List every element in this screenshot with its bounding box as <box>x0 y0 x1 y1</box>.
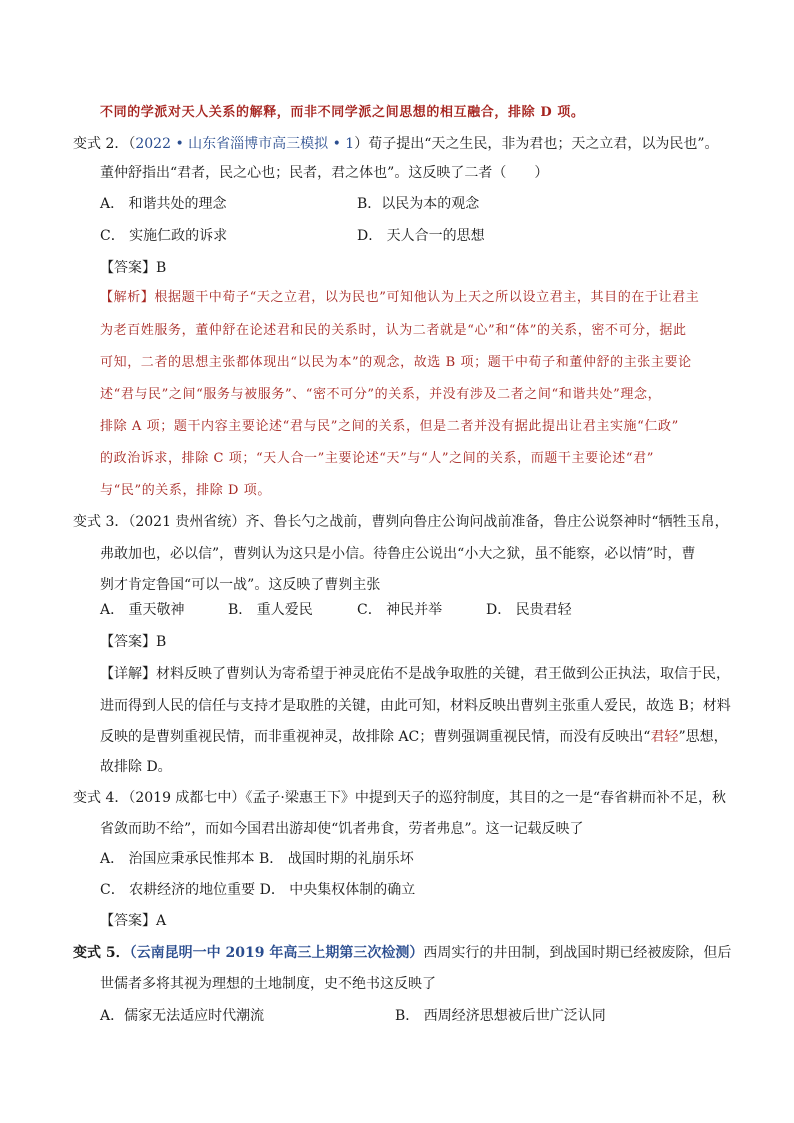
question-2-option-b: B．以民为本的观念 <box>357 196 480 212</box>
question-4-stem-line-2: 省敛而助不给”，而如今国君出游却使“饥者弗食，劳者弗息”。这一记载反映了 <box>100 821 584 837</box>
question-5-option-a: A．儒家无法适应时代潮流 <box>100 1008 265 1024</box>
question-2-stem-text: ）荀子提出“天之生民，非为君也；天之立君，以为民也”。 <box>354 136 719 152</box>
question-2-option-c: C． 实施仁政的诉求 <box>100 228 228 244</box>
question-5-stem-line-1 <box>73 943 731 963</box>
question-2-stem-line-1 <box>73 134 719 154</box>
question-2-stem-line-2: 董仲舒指出“君者，民之心也；民者，君之体也”。这反映了二者（ ） <box>100 165 549 181</box>
question-5-option-b: B． 西周经济思想被后世广泛认同 <box>395 1008 606 1024</box>
question-2-explanation-line-6: 的政治诉求，排除 C 项；“天人合一”主要论述“天”与“人”之间的关系，而题干主要论述“君” <box>100 451 654 466</box>
question-5-label: 变式 5． <box>73 945 130 961</box>
question-3-answer: 【答案】B <box>100 634 167 650</box>
question-3-option-c: C． 神民并举 <box>357 602 443 618</box>
question-2-explanation-line-5: 排除 A 项；题干内容主要论述“君与民”之间的关系，但是二者并没有据此提出让君主实施“仁政” <box>100 419 679 434</box>
question-3-detail-line-4: 故排除 D。 <box>100 759 172 775</box>
question-3-option-b: B． 重人爱民 <box>228 602 313 618</box>
question-3-highlight: 君轻 <box>650 729 679 745</box>
question-5-source: （云南昆明一中 2019 年高三上期第三次检测） <box>129 945 424 961</box>
question-5-stem-text: 西周实行的井田制，到战国时期已经被废除，但后 <box>423 945 732 961</box>
question-3-detail-line-2: 进而得到人民的信任与支持才是取胜的关键，由此可知，材料反映出曹刿主张重人爱民，故选 B；材料 <box>100 698 731 714</box>
question-3-option-d: D． 民贵君轻 <box>486 602 572 618</box>
question-4-options-cd: C． 农耕经济的地位重要 D． 中央集权体制的确立 <box>100 882 416 898</box>
question-3-stem-line-3: 刿才肯定鲁国“可以一战”。这反映了曹刿主张 <box>100 577 381 593</box>
question-3-stem-line-1: 变式 3．（2021 贵州省统）齐、鲁长勺之战前，曹刿向鲁庄公询问战前准备，鲁庄公说祭神时“牺牲玉帛， <box>73 514 729 530</box>
question-3-detail-line-3 <box>100 727 728 747</box>
question-3-detail-text: 反映的是曹刿重视民情，而非重视神灵，故排除 AC；曹刿强调重视民情，而没有反映出“ <box>100 729 651 745</box>
question-3-detail-tail: ”思想， <box>678 729 728 745</box>
question-2-source: 2022 • 山东省淄博市高三模拟 • 1 <box>135 136 355 152</box>
question-2-explanation-line-2: 为老百姓服务，董仲舒在论述君和民的关系时，认为二者就是“心”和“体”的关系，密不可分，据此 <box>100 323 687 338</box>
question-3-option-a: A． 重天敬神 <box>100 602 185 618</box>
question-2-explanation-line-1: 【解析】根据题干中荀子“天之立君，以为民也”可知他认为上天之所以设立君主，其目的在于让君主 <box>100 290 700 305</box>
question-2-label: 变式 2．（ <box>73 136 136 152</box>
question-4-answer: 【答案】A <box>100 913 167 929</box>
question-4-options-ab: A． 治国应秉承民惟邦本 B． 战国时期的礼崩乐坏 <box>100 851 414 867</box>
question-2-option-d: D． 天人合一的思想 <box>357 228 485 244</box>
question-5-stem-line-2: 世儒者多将其视为理想的土地制度，史不绝书这反映了 <box>100 976 436 992</box>
question-3-stem-line-2: 弗敢加也，必以信”，曹刿认为这只是小信。待鲁庄公说出“小大之狱，虽不能察，必以情”时，曹 <box>100 546 696 562</box>
question-2-explanation-line-4: 述“君与民”之间“服务与被服务”、“密不可分”的关系，并没有涉及二者之间“和谐共处”理念， <box>100 387 662 402</box>
question-2-explanation-line-3: 可知，二者的思想主张都体现出“以民为本”的观念，故选 B 项；题干中荀子和董仲舒的主张主要论 <box>100 355 692 370</box>
explanation-end: 不同的学派对天人关系的解释，而非不同学派之间思想的相互融合，排除 D 项。 <box>100 105 585 120</box>
question-2-explanation-line-7: 与“民”的关系，排除 D 项。 <box>100 483 271 498</box>
question-3-detail-line-1: 【详解】材料反映了曹刿认为寄希望于神灵庇佑不是战争取胜的关键，君王做到公正执法，取信于民， <box>100 666 730 682</box>
question-4-stem-line-1: 变式 4．（2019 成都七中）《孟子·梁惠王下》中提到天子的巡狩制度，其目的之一是“春省耕而补不足，秋 <box>73 790 727 806</box>
question-2-answer: 【答案】B <box>100 260 167 276</box>
question-2-option-a: A． 和谐共处的理念 <box>100 196 227 212</box>
